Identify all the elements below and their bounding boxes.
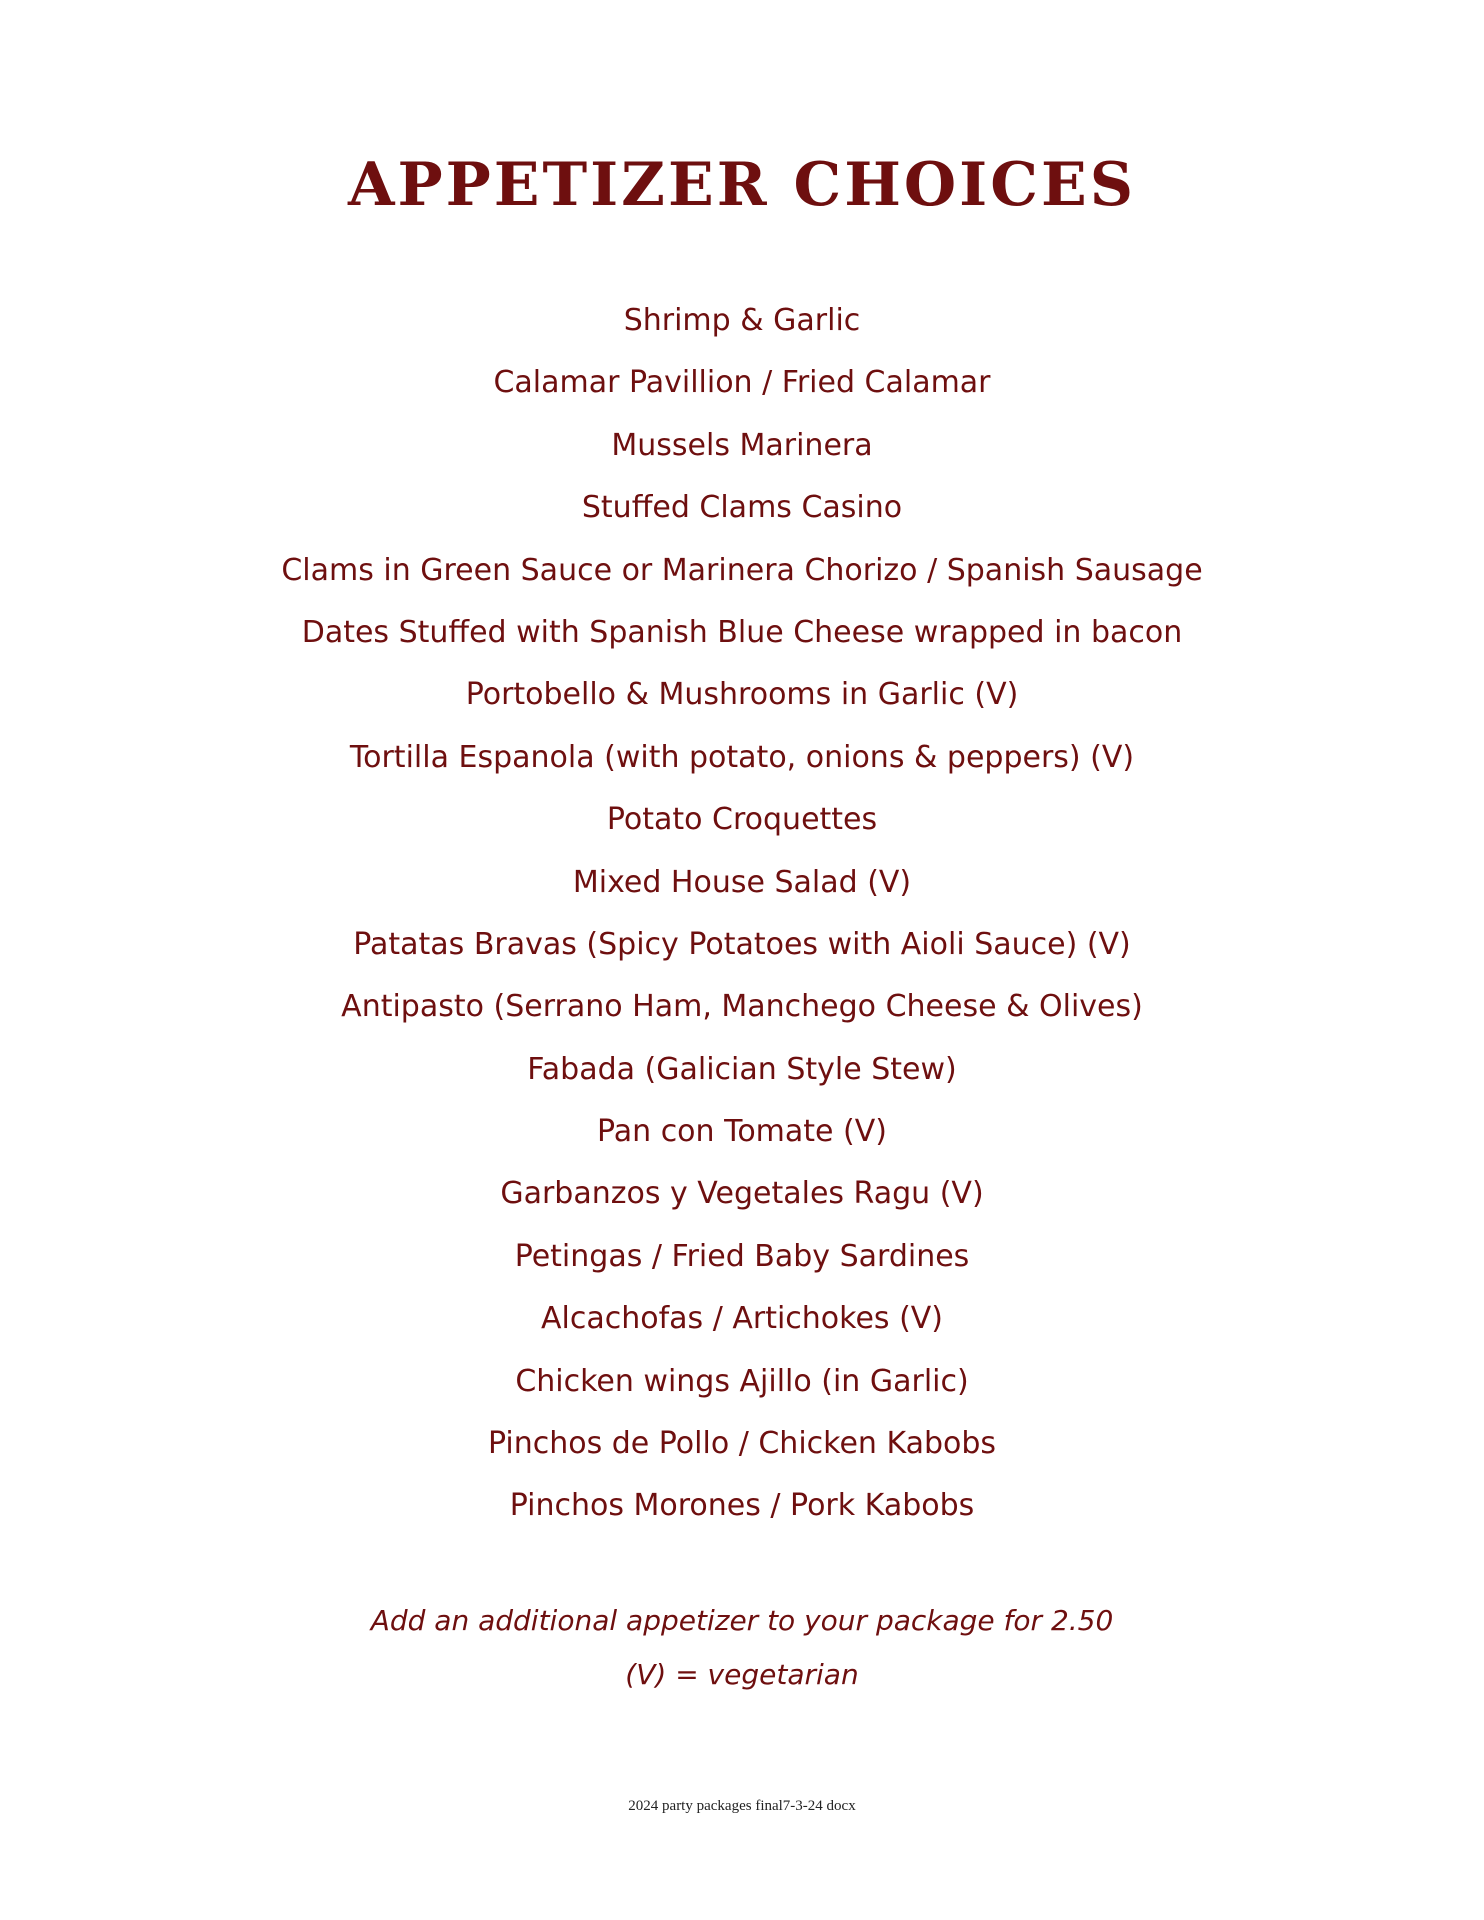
list-item: Calamar Pavillion / Fried Calamar: [493, 365, 991, 401]
list-item: Dates Stuffed with Spanish Blue Cheese wrapped in bacon: [301, 614, 1183, 650]
list-item: Garbanzos y Vegetales Ragu (V): [500, 1176, 984, 1212]
list-item: Petingas / Fried Baby Sardines: [514, 1238, 970, 1274]
list-item: Patatas Bravas (Spicy Potatoes with Aioli Sauce) (V): [353, 926, 1131, 962]
vegetarian-legend: (V) = vegetarian: [625, 1658, 859, 1691]
list-item: Chicken wings Ajillo (in Garlic): [515, 1363, 969, 1399]
list-item: Stuffed Clams Casino: [581, 490, 903, 526]
list-item: Portobello & Mushrooms in Garlic (V): [465, 677, 1019, 713]
list-item: Tortilla Espanola (with potato, onions & peppers) (V): [349, 739, 1135, 775]
list-item: Pan con Tomate (V): [597, 1114, 887, 1150]
list-item: Clams in Green Sauce or Marinera Chorizo / Spanish Sausage: [281, 552, 1203, 588]
list-item: Pinchos de Pollo / Chicken Kabobs: [487, 1426, 997, 1462]
list-item: Mixed House Salad (V): [572, 864, 912, 900]
list-item: Shrimp & Garlic: [623, 303, 861, 338]
appetizer-list: [0, 290, 1484, 1538]
list-item: Fabada (Galician Style Stew): [527, 1051, 957, 1087]
list-item: Antipasto (Serrano Ham, Manchego Cheese & Olives): [341, 989, 1143, 1025]
list-item: Pinchos Morones / Pork Kabobs: [509, 1488, 975, 1524]
list-item: Potato Croquettes: [606, 802, 878, 838]
additional-appetizer-note: Add an additional appetizer to your package for 2.50: [370, 1604, 1114, 1637]
document-footer: 2024 party packages final7-3-24 docx: [628, 1798, 856, 1814]
list-item: Mussels Marinera: [611, 427, 873, 463]
list-item: Alcachofas / Artichokes (V): [540, 1301, 944, 1337]
page-title: APPETIZER CHOICES: [347, 150, 1137, 220]
